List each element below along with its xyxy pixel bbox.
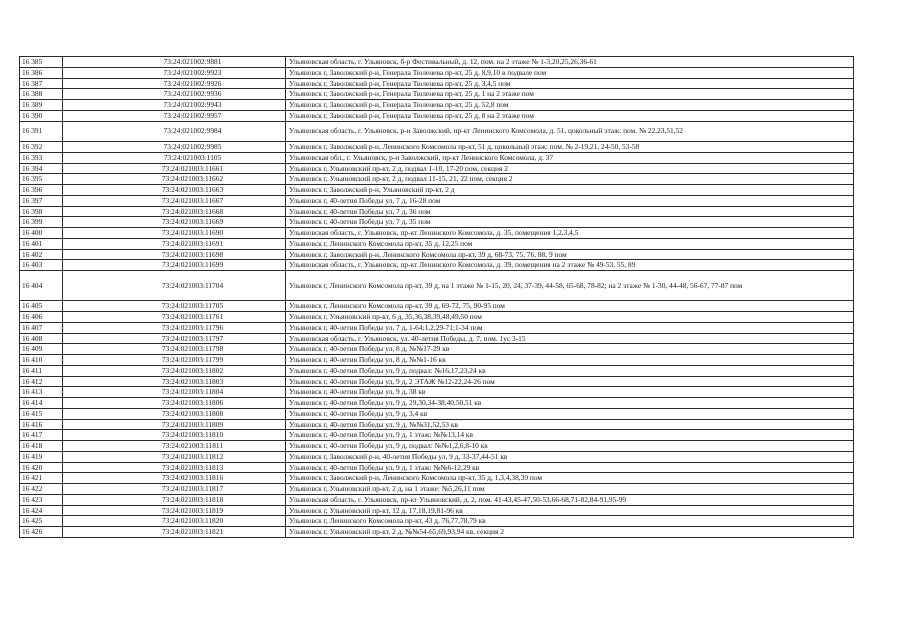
address-cell: Ульяновск г, 40-летия Победы ул, 9 д, 29,30,34-38,40,50,51 кв [286,398,854,409]
table-row [20,206,854,217]
address-cell: Ульяновск г, Заволжский р-н, Генерала Тюленева пр-кт, 25 д, 3,4,5 пом [286,78,854,89]
table-row [20,260,854,271]
table-row [20,217,854,228]
address-cell: Ульяновск г, Ульяновский пр-кт, 2 д, №№54-65,69,93,94 кв, секция 2 [286,527,854,538]
row-number-cell: 16 399 [20,217,63,228]
address-cell: Ульяновск г, Заволжский р-н, Генерала Тюленева пр-кт, 25 д, 52,8 пом [286,100,854,111]
address-cell: Ульяновск г, Заволжский р-н, 40-летия Победы ул, 9 д, 33-37,44-51 кв [286,451,854,462]
cadastral-number-cell: 73:24:021003:11816 [63,473,286,484]
row-number-cell: 16 423 [20,494,63,505]
table-row [20,484,854,495]
table-row [20,398,854,409]
table-row [20,408,854,419]
table-row [20,238,854,249]
cadastral-number-cell: 73:24:021003:11804 [63,387,286,398]
cadastral-number-cell: 73:24:021002:9984 [63,121,286,142]
table-row [20,78,854,89]
cadastral-number-cell: 73:24:021003:11796 [63,322,286,333]
address-cell: Ульяновск г, 40-летия Победы ул, 9 д, 2 ЭТАЖ №12-22,24-26 пом [286,376,854,387]
cadastral-number-cell: 73:24:021003:11821 [63,527,286,538]
table-row [20,387,854,398]
row-number-cell: 16 401 [20,238,63,249]
row-number-cell: 16 394 [20,163,63,174]
row-number-cell: 16 390 [20,110,63,121]
cadastral-number-cell: 73:24:021003:11691 [63,238,286,249]
row-number-cell: 16 422 [20,484,63,495]
address-cell: Ульяновск г, Заволжский р-н, Ленинского Комсомола пр-кт, 39 д, 68-73, 75, 76, 88, 9 пом [286,249,854,260]
row-number-cell: 16 413 [20,387,63,398]
table-row [20,195,854,206]
address-cell: Ульяновск г, 40-летия Победы ул, 8 д, №№1-16 кв [286,355,854,366]
row-number-cell: 16 403 [20,260,63,271]
registry-table-body [20,57,854,538]
address-cell: Ульяновск г, 40-летия Победы ул, 9 д, подвал: №№1,2,6,8-10 кв [286,441,854,452]
table-row [20,473,854,484]
row-number-cell: 16 388 [20,89,63,100]
table-row [20,152,854,163]
table-row [20,527,854,538]
cadastral-number-cell: 73:24:021003:1105 [63,152,286,163]
address-cell: Ульяновск г, 40-летия Победы ул, 9 д, 1 этаж: №№6-12,29 кв [286,462,854,473]
cadastral-number-cell: 73:24:021002:9936 [63,89,286,100]
cadastral-number-cell: 73:24:021003:11819 [63,505,286,516]
cadastral-number-cell: 73:24:021003:11812 [63,451,286,462]
address-cell: Ульяновск г, Ульяновский пр-кт, 6 д, 35,36,38,39,48,49,50 пом [286,312,854,323]
cadastral-number-cell: 73:24:021003:11761 [63,312,286,323]
row-number-cell: 16 409 [20,344,63,355]
address-cell: Ульяновск г, Ульяновский пр-кт, 12 д, 17,18,19,81-96 кв [286,505,854,516]
table-row [20,441,854,452]
cadastral-number-cell: 73:24:021003:11669 [63,217,286,228]
address-cell: Ульяновская область, г. Ульяновск, ул. 40-летия Победы, д. 7, пом. 1ус 3-15 [286,333,854,344]
row-number-cell: 16 419 [20,451,63,462]
cadastral-number-cell: 73:24:021003:11662 [63,174,286,185]
address-cell: Ульяновск г, 40-летия Победы ул, 9 д, 38 кв [286,387,854,398]
address-cell: Ульяновская область, г. Ульяновск, р-н Заволжский, пр-кт Ленинского Комсомола, д. 51, цокольный этаж: пом. № 22,23,51,52 [286,121,854,142]
row-number-cell: 16 418 [20,441,63,452]
table-row [20,505,854,516]
address-cell: Ульяновск г, Заволжский р-н, Генерала Тюленева пр-кт, 25 д, 8,9,10 в подвале пом [286,67,854,78]
table-row [20,67,854,78]
row-number-cell: 16 417 [20,430,63,441]
cadastral-number-cell: 73:24:021003:11810 [63,430,286,441]
address-cell: Ульяновск г, 40-летия Победы ул, 7 д, 16-28 пом [286,195,854,206]
cadastral-number-cell: 73:24:021002:9943 [63,100,286,111]
cadastral-number-cell: 73:24:021003:11663 [63,185,286,196]
address-cell: Ульяновск г, Ульяновский пр-кт, 2 д, подвал 1-10, 17-20 пом, секция 2 [286,163,854,174]
table-row [20,228,854,239]
row-number-cell: 16 389 [20,100,63,111]
cadastral-number-cell: 73:24:021003:11698 [63,249,286,260]
row-number-cell: 16 400 [20,228,63,239]
cadastral-number-cell: 73:24:021003:11806 [63,398,286,409]
table-row [20,249,854,260]
address-cell: Ульяновская область, г. Ульяновск, пр-кт Ленинского Комсомола, д. 35, помещения 1,2,3,4,5 [286,228,854,239]
cadastral-number-cell: 73:24:021003:11704 [63,271,286,301]
row-number-cell: 16 410 [20,355,63,366]
address-cell: Ульяновск г, Ульяновский пр-кт, 2 д, подвал 11-15, 21, 22 пом, секция 2 [286,174,854,185]
table-row [20,516,854,527]
address-cell: Ульяновск г, 40-летия Победы ул, 9 д, 3,4 кв [286,408,854,419]
row-number-cell: 16 405 [20,301,63,312]
row-number-cell: 16 411 [20,365,63,376]
row-number-cell: 16 397 [20,195,63,206]
table-row [20,110,854,121]
row-number-cell: 16 395 [20,174,63,185]
address-cell: Ульяновск г, 40-летия Победы ул, 8 д, №№17-29 кв [286,344,854,355]
row-number-cell: 16 415 [20,408,63,419]
row-number-cell: 16 408 [20,333,63,344]
table-row [20,121,854,142]
row-number-cell: 16 385 [20,57,63,68]
registry-table [19,56,854,538]
cadastral-number-cell: 73:24:021003:11802 [63,365,286,376]
address-cell: Ульяновск г, Заволжский р-н, Ленинского Комсомола пр-кт, 51 д, цокольный этаж: пом. № 2-19,21, 24-50, 53-58 [286,142,854,153]
cadastral-number-cell: 73:24:021003:11699 [63,260,286,271]
address-cell: Ульяновск г, Ленинского Комсомола пр-кт, 35 д, 12,25 пом [286,238,854,249]
address-cell: Ульяновск г, 40-летия Победы ул, 9 д, подвал: №16,17,23,24 кв [286,365,854,376]
cadastral-number-cell: 73:24:021003:11668 [63,206,286,217]
table-row [20,344,854,355]
cadastral-number-cell: 73:24:021002:9985 [63,142,286,153]
address-cell: Ульяновск г, Заволжский р-н, Ульяновский пр-кт, 2 д [286,185,854,196]
table-row [20,57,854,68]
address-cell: Ульяновск г, Ленинского Комсомола пр-кт, 39 д, 69-72, 75, 90-95 пом [286,301,854,312]
address-cell: Ульяновск г, Ленинского Комсомола пр-кт, 39 д, на 1 этаже № 1-15, 20, 24, 37-39, 44-58, 65-68, 78-82; на 2 этаже № 1-30, 44-48, 56-67, 77-87 пом [286,271,854,301]
cadastral-number-cell: 73:24:021003:11811 [63,441,286,452]
row-number-cell: 16 416 [20,419,63,430]
cadastral-number-cell: 73:24:021003:11667 [63,195,286,206]
row-number-cell: 16 414 [20,398,63,409]
table-row [20,451,854,462]
table-row [20,100,854,111]
table-row [20,365,854,376]
registry-sheet [19,56,853,538]
address-cell: Ульяновская область, г. Ульяновск, б-р Фестивальный, д. 12, пом. на 2 этаже № 1-3,20,25,26,36-61 [286,57,854,68]
table-row [20,333,854,344]
table-row [20,142,854,153]
row-number-cell: 16 396 [20,185,63,196]
address-cell: Ульяновск г, Заволжский р-н, Генерала Тюленева пр-кт, 25 д, 8 на 2 этаже пом [286,110,854,121]
cadastral-number-cell: 73:24:021003:11705 [63,301,286,312]
table-row [20,185,854,196]
address-cell: Ульяновск г, 40-летия Победы ул, 9 д, №№31,52,53 кв [286,419,854,430]
row-number-cell: 16 424 [20,505,63,516]
table-row [20,174,854,185]
row-number-cell: 16 391 [20,121,63,142]
cadastral-number-cell: 73:24:021003:11820 [63,516,286,527]
row-number-cell: 16 407 [20,322,63,333]
address-cell: Ульяновск г, 40-летия Победы ул, 7 д, 36 пом [286,206,854,217]
address-cell: Ульяновская область, г. Ульяновск, пр-кт Ленинского Комсомола, д. 39, помещения на 2 этаже № 49-53, 55, 89 [286,260,854,271]
row-number-cell: 16 420 [20,462,63,473]
row-number-cell: 16 412 [20,376,63,387]
row-number-cell: 16 404 [20,271,63,301]
table-row [20,376,854,387]
row-number-cell: 16 398 [20,206,63,217]
cadastral-number-cell: 73:24:021003:11809 [63,419,286,430]
cadastral-number-cell: 73:24:021003:11803 [63,376,286,387]
cadastral-number-cell: 73:24:021003:11813 [63,462,286,473]
table-row [20,301,854,312]
row-number-cell: 16 425 [20,516,63,527]
address-cell: Ульяновск г, Ульяновский пр-кт, 2 д, на 1 этаже: №5,26,11 пом [286,484,854,495]
row-number-cell: 16 402 [20,249,63,260]
cadastral-number-cell: 73:24:021002:9926 [63,78,286,89]
table-row [20,89,854,100]
table-row [20,462,854,473]
address-cell: Ульяновск г, 40-летия Победы ул, 7 д, 1-64;1,2,29-71;1-34 пом [286,322,854,333]
cadastral-number-cell: 73:24:021003:11799 [63,355,286,366]
table-row [20,312,854,323]
cadastral-number-cell: 73:24:021003:11818 [63,494,286,505]
table-row [20,419,854,430]
address-cell: Ульяновск г, 40-летия Победы ул, 7 д, 35 пом [286,217,854,228]
row-number-cell: 16 406 [20,312,63,323]
cadastral-number-cell: 73:24:021003:11817 [63,484,286,495]
table-row [20,163,854,174]
row-number-cell: 16 421 [20,473,63,484]
address-cell: Ульяновск г, Заволжский р-н, Ленинского Комсомола пр-кт, 35 д, 1,3,4,38,39 пом [286,473,854,484]
row-number-cell: 16 392 [20,142,63,153]
cadastral-number-cell: 73:24:021003:11797 [63,333,286,344]
address-cell: Ульяновская обл., г. Ульяновск, р-н Заволжский, пр-кт Ленинского Комсомола, д. 37 [286,152,854,163]
cadastral-number-cell: 73:24:021003:11690 [63,228,286,239]
cadastral-number-cell: 73:24:021003:11808 [63,408,286,419]
table-row [20,322,854,333]
address-cell: Ульяновск г, 40-летия Победы ул, 9 д, 1 этаж: №№13,14 кв [286,430,854,441]
table-row [20,430,854,441]
row-number-cell: 16 386 [20,67,63,78]
row-number-cell: 16 393 [20,152,63,163]
cadastral-number-cell: 73:24:021003:11798 [63,344,286,355]
row-number-cell: 16 426 [20,527,63,538]
cadastral-number-cell: 73:24:021003:11661 [63,163,286,174]
address-cell: Ульяновск г, Заволжский р-н, Генерала Тюленева пр-кт, 25 д, 1 на 2 этаже пом [286,89,854,100]
table-row [20,355,854,366]
cadastral-number-cell: 73:24:021002:9957 [63,110,286,121]
address-cell: Ульяновская область, г. Ульяновск, пр-кт Ульяновский, д. 2, пом. 41-43,45-47,50-53,66-68,71-82,84-91,95-99 [286,494,854,505]
table-row [20,271,854,301]
row-number-cell: 16 387 [20,78,63,89]
table-row [20,494,854,505]
cadastral-number-cell: 73:24:021002:9881 [63,57,286,68]
cadastral-number-cell: 73:24:021002:9923 [63,67,286,78]
address-cell: Ульяновск г, Ленинского Комсомола пр-кт, 43 д, 76,77,78,79 кв [286,516,854,527]
